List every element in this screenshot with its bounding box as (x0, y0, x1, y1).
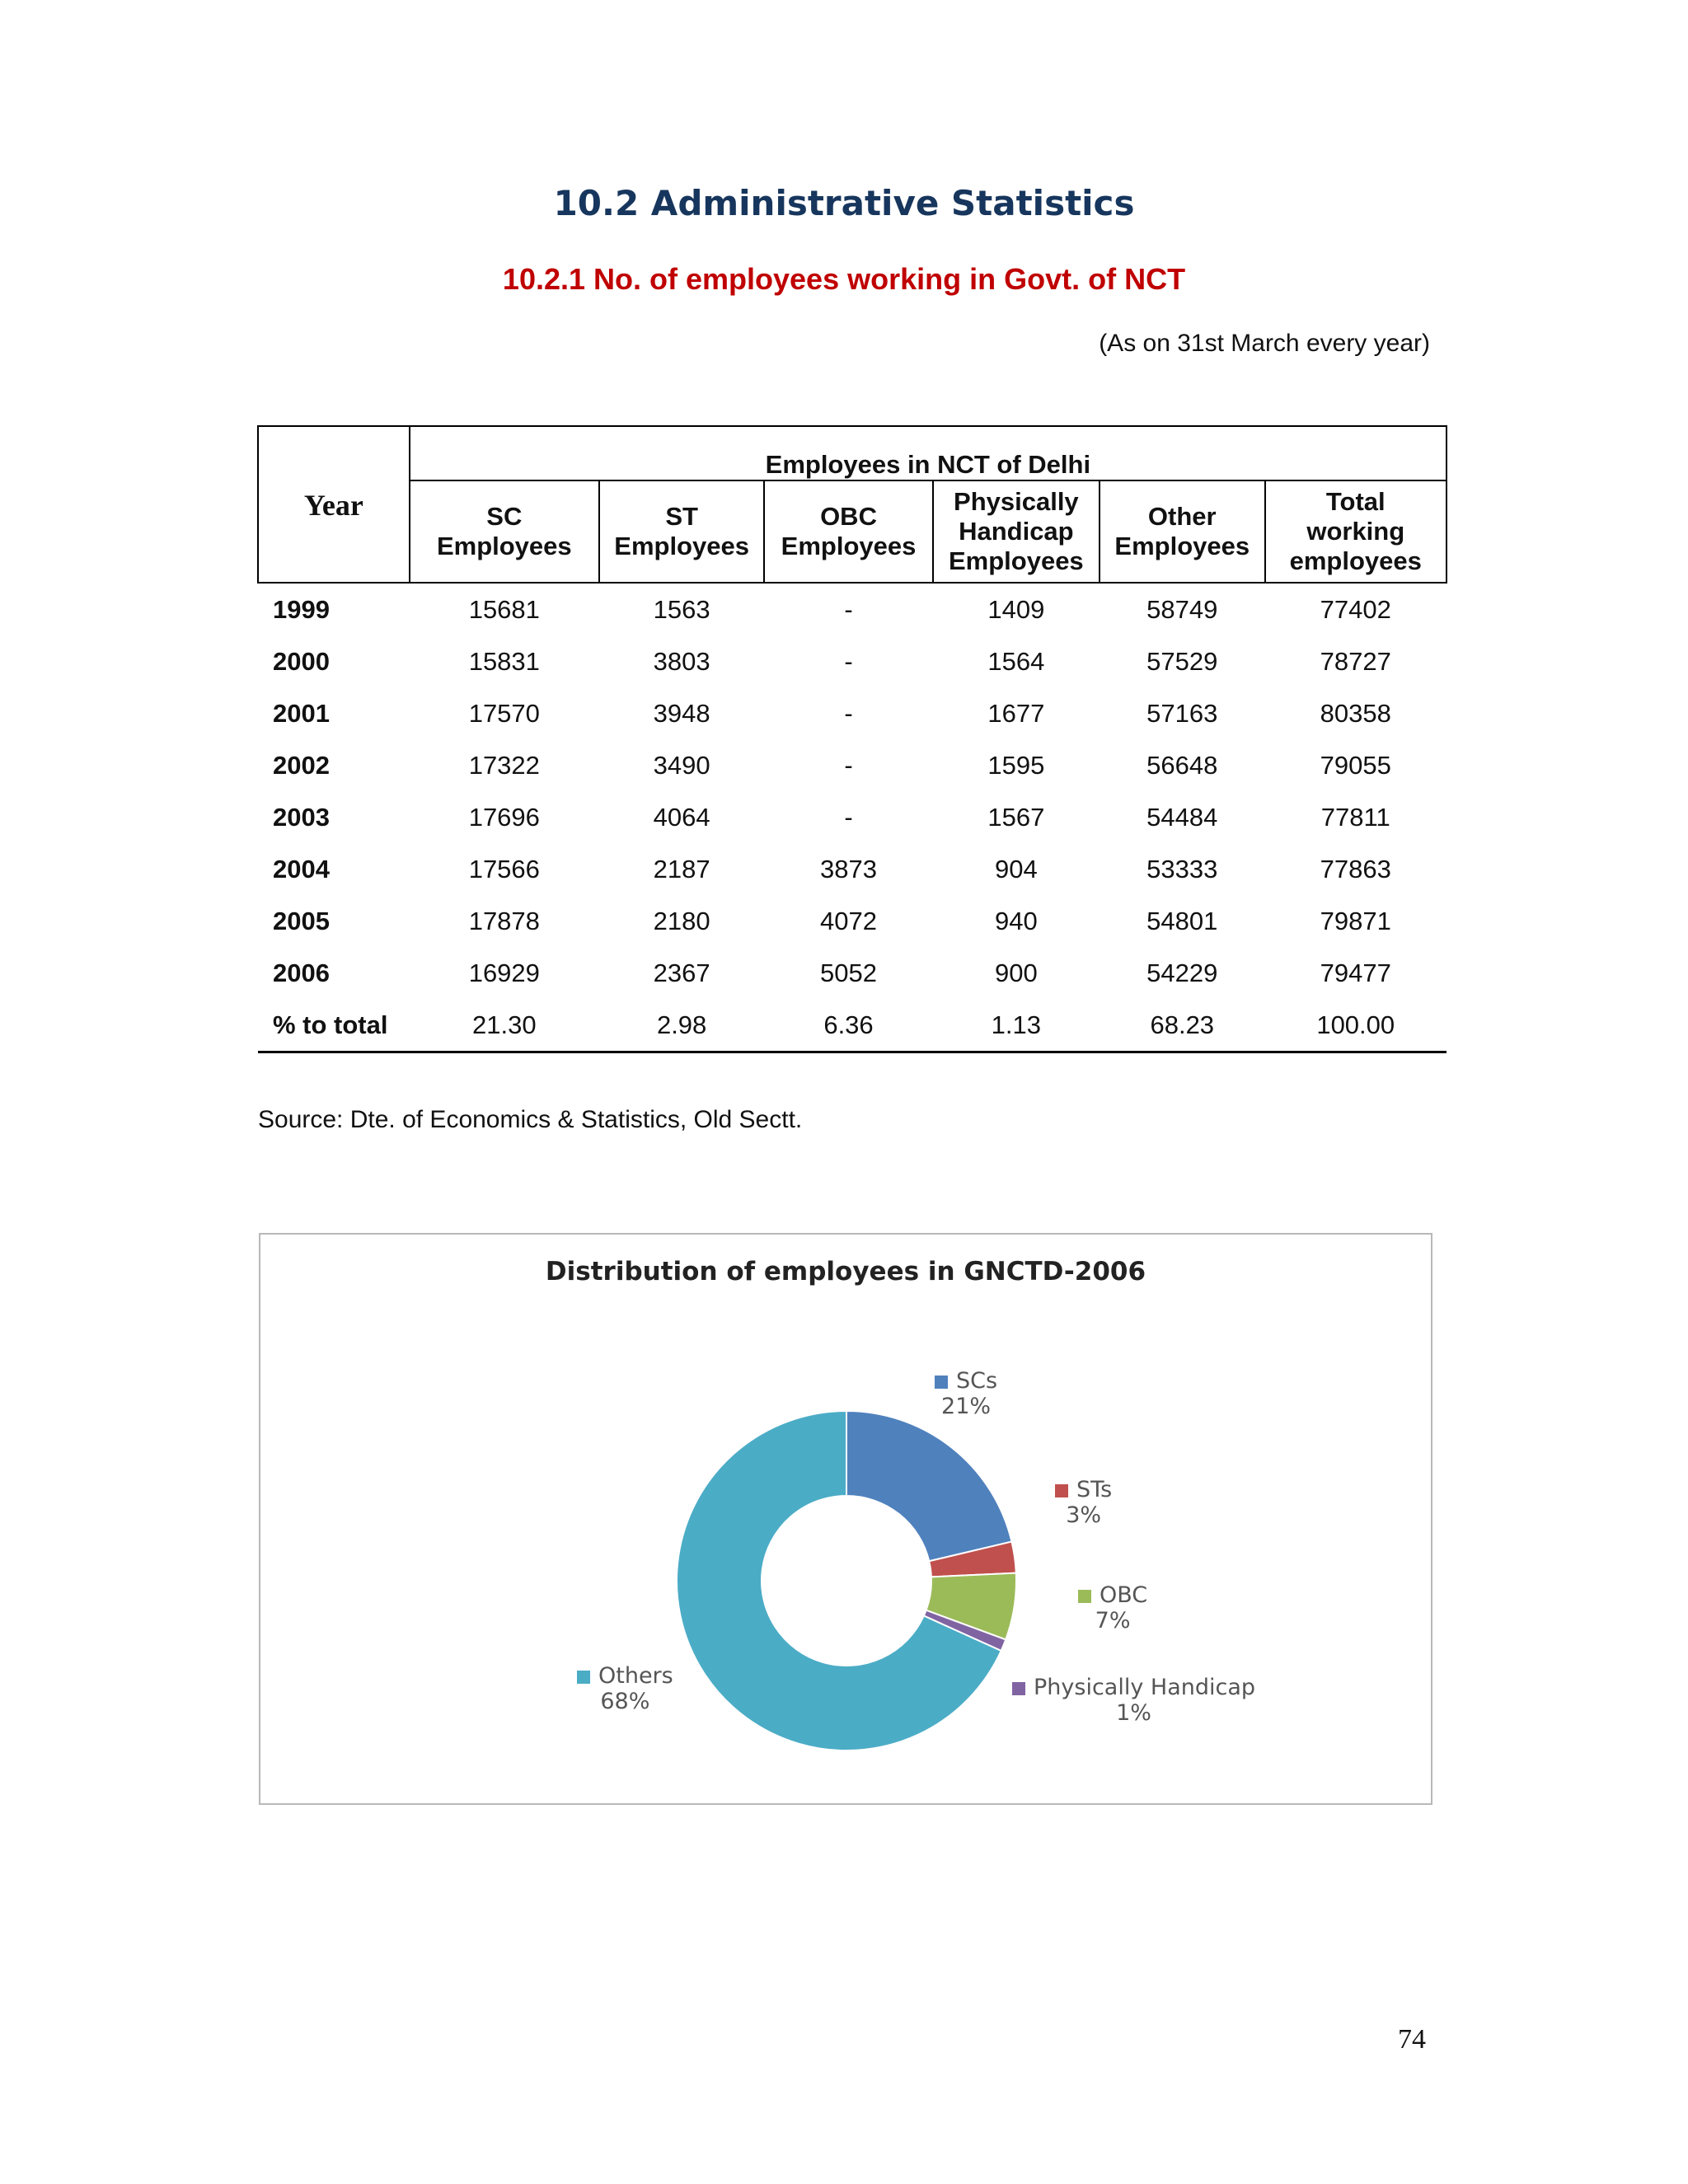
table-cell: 3948 (653, 698, 710, 728)
table-cell: 2187 (653, 854, 710, 883)
table-cell: 21.30 (410, 999, 599, 1052)
table-cell: 15681 (468, 594, 540, 624)
table-cell: 1677 (987, 698, 1045, 728)
slice-name: Physically Handicap (1034, 1675, 1256, 1700)
slice-percent: 7% (1095, 1608, 1131, 1633)
table-cell: 5052 (820, 958, 877, 987)
row-label: 2000 (273, 646, 330, 676)
slice-name: Others (598, 1663, 673, 1689)
column-header-line: Employees (948, 546, 1084, 575)
table-cell: 1564 (987, 646, 1045, 676)
row-label: 2006 (273, 958, 330, 987)
table-cell: 6.36 (764, 999, 932, 1052)
table-cell: 17696 (468, 802, 540, 832)
column-header-line: Physically (954, 487, 1079, 516)
row-label: 1999 (273, 594, 330, 624)
column-header-line: Handicap (959, 517, 1074, 546)
group-header: Employees in NCT of Delhi (410, 426, 1447, 480)
source-note: Source: Dte. of Economics & Statistics, Old Sectt. (258, 1106, 803, 1133)
slice-label-sts (1055, 1477, 1112, 1528)
slice-label-scs (935, 1368, 997, 1419)
column-header-line: working (1306, 517, 1405, 546)
table-cell: 100.00 (1265, 999, 1447, 1052)
table-cell: 2.98 (599, 999, 764, 1052)
table-cell: 77863 (1320, 854, 1391, 883)
row-label: 2003 (273, 802, 330, 832)
row-label: % to total (258, 999, 410, 1052)
slice-name: SCs (956, 1368, 998, 1394)
table-cell: 1409 (987, 594, 1045, 624)
table-cell: 56648 (1146, 750, 1218, 780)
column-header-line: employees (1289, 546, 1422, 575)
table-cell: - (844, 594, 853, 624)
table-cell: - (844, 750, 853, 780)
table-cell: 1563 (653, 594, 710, 624)
table-cell: 1567 (987, 802, 1045, 832)
table-cell: 17566 (468, 854, 540, 883)
column-header-line: Employees (781, 532, 917, 560)
table-cell: 1.13 (933, 999, 1100, 1052)
chart-title: Distribution of employees in GNCTD-2006 (545, 1257, 1146, 1286)
row-label: 2005 (273, 906, 330, 935)
legend-swatch (577, 1671, 590, 1684)
slice-percent: 3% (1066, 1502, 1102, 1528)
table-cell: 54801 (1146, 906, 1218, 935)
table-cell: 3803 (653, 646, 710, 676)
table-cell: - (844, 646, 853, 676)
page-number: 74 (1398, 2024, 1426, 2055)
table-cell: 77811 (1320, 802, 1390, 832)
legend-swatch (935, 1376, 948, 1389)
legend-swatch (1055, 1484, 1068, 1497)
table-cell: 80358 (1320, 698, 1391, 728)
table-cell: 53333 (1146, 854, 1218, 883)
donut-slice-scs (846, 1411, 1011, 1561)
table-cell: 54229 (1146, 958, 1218, 987)
table-cell: 57529 (1146, 646, 1218, 676)
column-header-line: Total (1325, 487, 1386, 516)
table-cell: 17878 (468, 906, 540, 935)
table-cell: 16929 (468, 958, 540, 987)
table-cell: 900 (994, 958, 1038, 987)
slice-percent: 1% (1116, 1700, 1151, 1726)
table-cell: 4072 (820, 906, 877, 935)
table-cell: 1595 (987, 750, 1045, 780)
table-cell: 940 (994, 906, 1038, 935)
slice-label-obc (1078, 1582, 1147, 1633)
table-cell: 77402 (1320, 594, 1391, 624)
slice-label-others (577, 1663, 673, 1714)
year-header: Year (258, 426, 410, 583)
table-cell: 17570 (468, 698, 540, 728)
slice-name: STs (1076, 1477, 1113, 1502)
table-cell: 904 (994, 854, 1038, 883)
column-header-line: Employees (1114, 532, 1250, 560)
row-label: 2004 (273, 854, 330, 883)
column-header-line: Employees (614, 532, 749, 560)
table-cell: 79477 (1320, 958, 1391, 987)
slice-percent: 68% (600, 1689, 650, 1714)
table-cell: 4064 (653, 802, 710, 832)
table-cell: 79871 (1320, 906, 1391, 935)
table-cell: 57163 (1146, 698, 1218, 728)
table-cell: 3490 (653, 750, 710, 780)
table-cell: 17322 (468, 750, 540, 780)
column-header-line: SC (486, 502, 523, 531)
table-cell: 3873 (820, 854, 877, 883)
table-cell: 54484 (1146, 802, 1218, 832)
table-cell: 2367 (653, 958, 710, 987)
table-cell: 2180 (653, 906, 710, 935)
row-label: 2001 (273, 698, 330, 728)
table-cell: - (844, 698, 853, 728)
slice-label-physically-handicap (1012, 1675, 1255, 1726)
as-on-note: (As on 31st March every year) (1099, 330, 1430, 357)
table-title: 10.2.1 No. of employees working in Govt. of NCT (502, 262, 1186, 296)
table-cell: 78727 (1320, 646, 1391, 676)
table-cell: 15831 (468, 646, 540, 676)
section-title: 10.2 Administrative Statistics (553, 183, 1135, 223)
slice-name: OBC (1100, 1582, 1148, 1608)
legend-swatch (1012, 1682, 1025, 1695)
column-header-line: Other (1147, 502, 1217, 531)
table-cell: 68.23 (1100, 999, 1264, 1052)
table-cell: 58749 (1146, 594, 1218, 624)
column-header-line: OBC (820, 502, 877, 531)
column-header-line: ST (665, 502, 698, 531)
table-cell: 79055 (1320, 750, 1391, 780)
table-cell: - (844, 802, 853, 832)
column-header-line: Employees (436, 532, 572, 560)
legend-swatch (1078, 1590, 1091, 1603)
row-label: 2002 (273, 750, 330, 780)
slice-percent: 21% (941, 1394, 992, 1419)
